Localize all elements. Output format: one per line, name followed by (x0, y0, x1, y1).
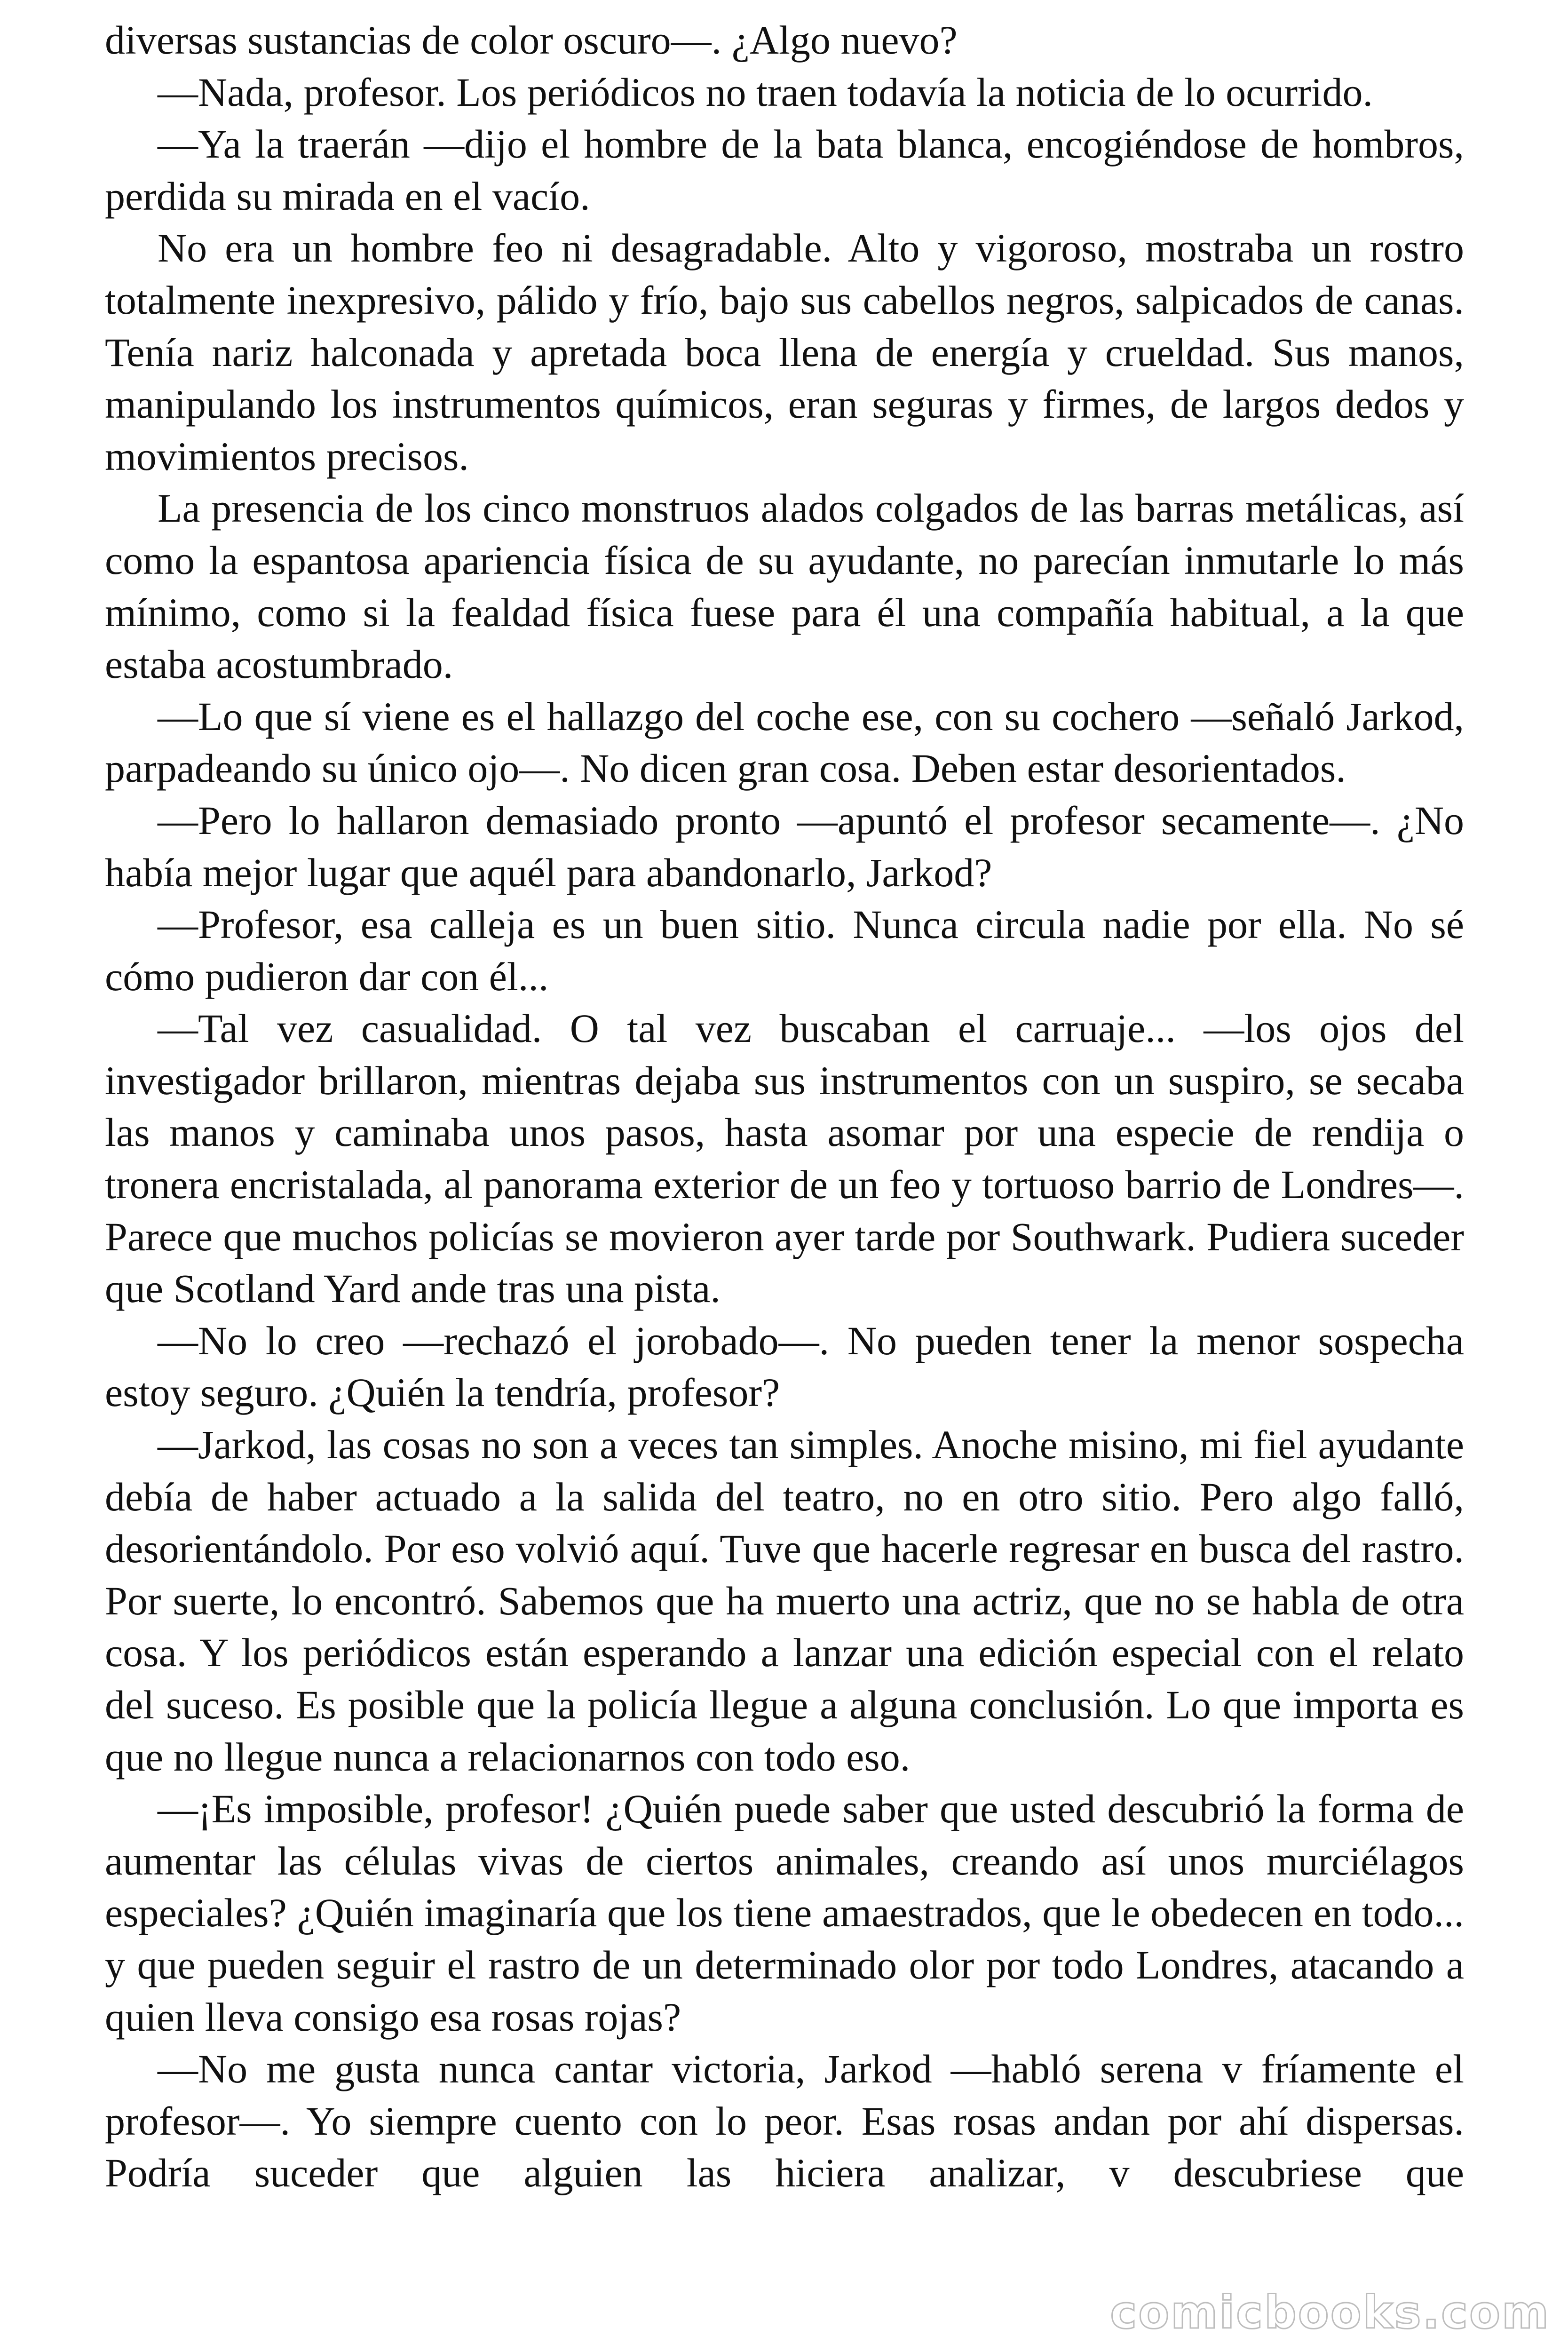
body-text (105, 14, 1464, 2199)
watermark-logo: comicbooks.com (1110, 2286, 1550, 2339)
paragraph: —Nada, profesor. Los periódicos no traen todavía la noticia de lo ocurrido. (158, 69, 1373, 115)
paragraph: —Profesor, esa calleja es un buen sitio. Nunca circula nadie por ella. No sé cómo pudieron dar con él... (105, 902, 1464, 999)
paragraph: —Ya la traerán —dijo el hombre de la bata blanca, encogiéndose de hombros, perdida su mirada en el vacío. (105, 121, 1464, 219)
paragraph-truncated: —No me gusta nunca cantar victoria, Jarkod —habló serena v fríamente el profesor—. Yo siempre cuento con lo peor. Esas rosas andan por ahí dispersas. Podría suceder que alguien las hiciera analizar, v descubriese que (105, 2046, 1464, 2196)
paragraph: —Jarkod, las cosas no son a veces tan simples. Anoche misino, mi fiel ayudante debía de haber actuado a la salida del teatro, no en otro sitio. Pero algo falló, desorientándolo. Por eso volvió aquí. Tuve que hacerle regresar en busca del rastro. Por suerte, lo encontró. Sabemos que ha muerto una actriz, que no se habla de otra cosa. Y los periódicos están esperando a lanzar una edición especial con el relato del suceso. Es posible que la policía llegue a alguna conclusión. Lo que importa es que no llegue nunca a relacionarnos con todo eso. (105, 1422, 1464, 1780)
paragraph: No era un hombre feo ni desagradable. Alto y vigoroso, mostraba un rostro totalmente inexpresivo, pálido y frío, bajo sus cabellos negros, salpicados de canas. Tenía nariz halconada y apretada boca llena de energía y crueldad. Sus manos, manipulando los instrumentos químicos, eran seguras y firmes, de largos dedos y movimientos precisos. (105, 225, 1464, 479)
paragraph: —Lo que sí viene es el hallazgo del coche ese, con su cochero —señaló Jarkod, parpadeando su único ojo—. No dicen gran cosa. Deben estar desorientados. (105, 693, 1464, 791)
paragraph: La presencia de los cinco monstruos alados colgados de las barras metálicas, así como la espantosa apariencia física de su ayudante, no parecían inmutarle lo más mínimo, como si la fealdad física fuese para él una compañía habitual, a la que estaba acostumbrado. (105, 485, 1464, 687)
paragraph-continuation: diversas sustancias de color oscuro—. ¿Algo nuevo? (105, 17, 958, 63)
paragraph: —¡Es imposible, profesor! ¿Quién puede saber que usted descubrió la forma de aumentar las células vivas de ciertos animales, creando así unos murciélagos especiales? ¿Quién imaginaría que los tiene amaestrados, que le obedecen en todo... y que pueden seguir el rastro de un determinado olor por todo Londres, atacando a quien lleva consigo esa rosas rojas? (105, 1786, 1464, 2040)
paragraph: —No lo creo —rechazó el jorobado—. No pueden tener la menor sospecha estoy seguro. ¿Quién la tendría, profesor? (105, 1318, 1464, 1415)
paragraph: —Pero lo hallaron demasiado pronto —apuntó el profesor secamente—. ¿No había mejor lugar que aquél para abandonarlo, Jarkod? (105, 797, 1464, 895)
paragraph: —Tal vez casualidad. O tal vez buscaban el carruaje... —los ojos del investigador brillaron, mientras dejaba sus instrumentos con un suspiro, se secaba las manos y caminaba unos pasos, hasta asomar por una especie de rendija o tronera encristalada, al panorama exterior de un feo y tortuoso barrio de Londres—. Parece que muchos policías se movieron ayer tarde por Southwark. Pudiera suceder que Scotland Yard ande tras una pista. (105, 1006, 1464, 1311)
